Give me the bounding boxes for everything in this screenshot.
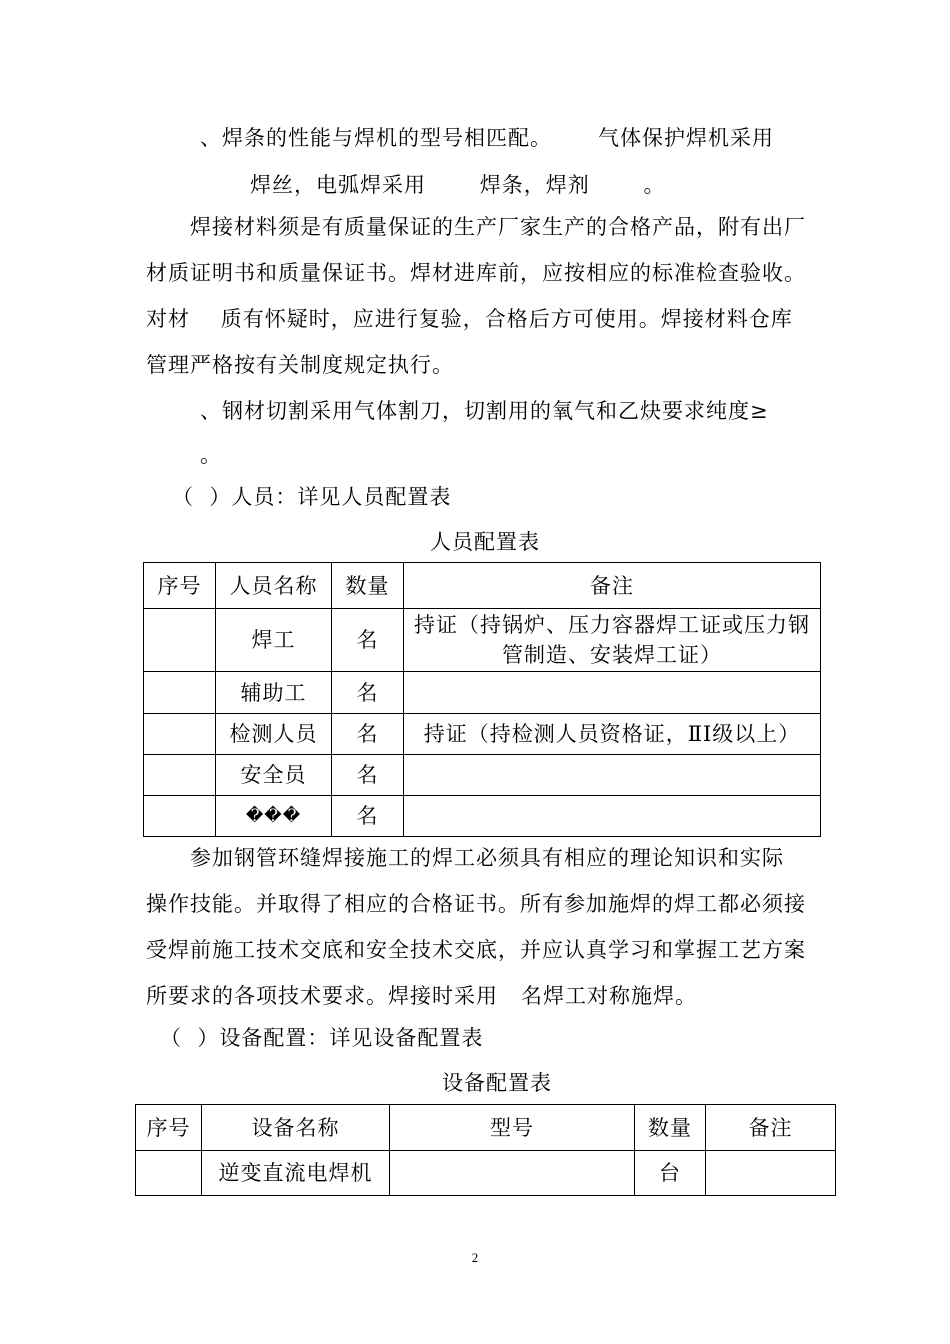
cell-name: 安全员	[216, 755, 332, 796]
cell-qty: 台	[635, 1151, 706, 1196]
header-cell: 备注	[706, 1105, 836, 1151]
cell-name: 焊工	[216, 609, 332, 672]
personnel-table-caption: 人员配置表	[430, 530, 540, 554]
cell-qty: 名	[332, 609, 404, 672]
paragraph-line: 材质证明书和质量保证书。焊材进库前，应按相应的标准检查验收。	[146, 261, 806, 285]
table-header-row	[136, 1105, 836, 1151]
header-cell: 型号	[390, 1105, 635, 1151]
cell-no	[144, 714, 216, 755]
table-row	[144, 714, 821, 755]
paragraph-line: 所要求的各项技术要求。焊接时采用 名焊工对称施焊。	[146, 984, 698, 1008]
cell-model	[390, 1151, 635, 1196]
cell-no	[144, 755, 216, 796]
section-heading-equipment: （ ）设备配置：详见设备配置表	[160, 1026, 484, 1050]
section-heading-personnel: （ ）人员：详见人员配置表	[172, 485, 452, 509]
paragraph-line: 。	[200, 443, 222, 467]
cell-note: 持证（持检测人员资格证，ⅡⅠ级以上）	[404, 714, 821, 755]
header-cell: 人员名称	[216, 563, 332, 609]
cell-note	[404, 796, 821, 837]
cell-name: 逆变直流电焊机	[202, 1151, 390, 1196]
cell-qty: 名	[332, 796, 404, 837]
page-number: 2	[471, 1250, 479, 1265]
personnel-table	[143, 562, 821, 837]
cell-qty: 名	[332, 755, 404, 796]
cell-qty: 名	[332, 714, 404, 755]
table-row	[144, 609, 821, 672]
cell-qty: 名	[332, 672, 404, 714]
cell-no	[144, 672, 216, 714]
paragraph-line: 、焊条的性能与焊机的型号相匹配。 气体保护焊机采用	[200, 126, 775, 150]
paragraph-line: 对材 质有怀疑时，应进行复验，合格后方可使用。焊接材料仓库	[146, 307, 793, 331]
paragraph-line: 操作技能。并取得了相应的合格证书。所有参加施焊的焊工都必须接	[146, 892, 806, 916]
paragraph-line: 焊接材料须是有质量保证的生产厂家生产的合格产品，附有出厂	[190, 215, 806, 239]
cell-no	[144, 609, 216, 672]
cell-name: ���	[216, 796, 332, 837]
table-row	[144, 672, 821, 714]
table-row	[144, 796, 821, 837]
header-cell: 备注	[404, 563, 821, 609]
header-cell: 序号	[136, 1105, 202, 1151]
cell-note	[706, 1151, 836, 1196]
table-header-row	[144, 563, 821, 609]
cell-no	[136, 1151, 202, 1196]
paragraph-line: 受焊前施工技术交底和安全技术交底，并应认真学习和掌握工艺方案	[146, 938, 806, 962]
cell-no	[144, 796, 216, 837]
header-cell: 数量	[332, 563, 404, 609]
equipment-table	[135, 1104, 836, 1196]
cell-name: 检测人员	[216, 714, 332, 755]
header-cell: 序号	[144, 563, 216, 609]
cell-note: 持证（持锅炉、压力容器焊工证或压力钢 管制造、安装焊工证）	[404, 609, 821, 672]
paragraph-line: 参加钢管环缝焊接施工的焊工必须具有相应的理论知识和实际	[190, 846, 784, 870]
cell-name: 辅助工	[216, 672, 332, 714]
cell-note	[404, 672, 821, 714]
header-cell: 数量	[635, 1105, 706, 1151]
paragraph-line: 焊丝，电弧焊采用 焊条，焊剂 。	[250, 173, 666, 197]
table-row	[136, 1151, 836, 1196]
header-cell: 设备名称	[202, 1105, 390, 1151]
paragraph-line: 管理严格按有关制度规定执行。	[146, 353, 454, 377]
paragraph-line: 、钢材切割采用气体割刀，切割用的氧气和乙炔要求纯度≥	[200, 399, 769, 423]
table-row	[144, 755, 821, 796]
cell-note	[404, 755, 821, 796]
equipment-table-caption: 设备配置表	[442, 1071, 552, 1095]
